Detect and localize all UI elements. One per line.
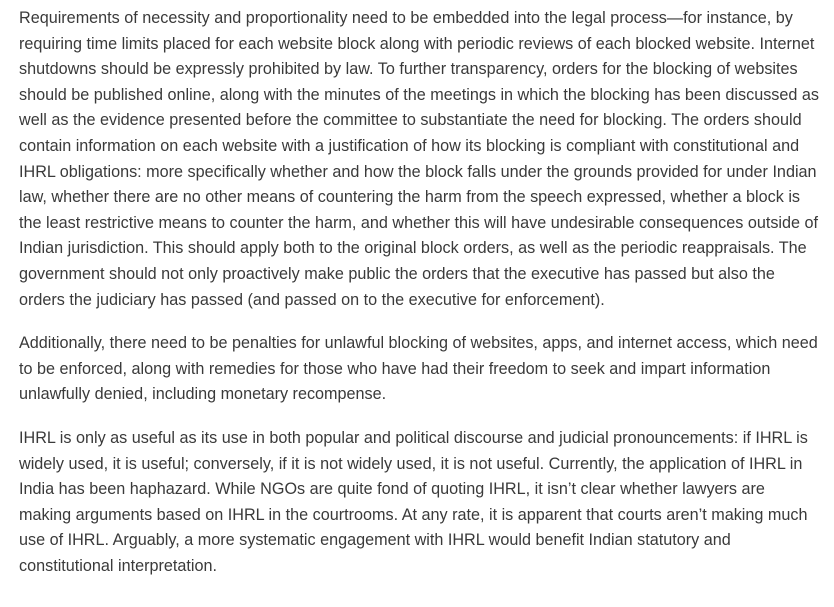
paragraph-ihrl-usefulness: IHRL is only as useful as its use in both popular and political discourse and judicial pronouncements: if IHRL is widely used, it is useful; conversely, if it is not widely used, it is not useful. Currently, the application of IHRL in India has been haphazard. While NGOs are quite fond of quoting IHRL, it isn’t clear whether lawyers are making arguments based on IHRL in the courtrooms. At any rate, it is apparent that courts aren’t making much use of IHRL. Arguably, a more systematic engagement with IHRL would benefit Indian statutory and constitutional interpretation. — [19, 428, 808, 575]
article-body — [19, 6, 819, 579]
paragraph-penalties: Additionally, there need to be penalties for unlawful blocking of websites, apps, and internet access, which need to be enforced, along with remedies for those who have had their freedom to seek and impart information unlawfully denied, including monetary recompense. — [19, 334, 818, 404]
paragraph-necessity-proportionality: Requirements of necessity and proportionality need to be embedded into the legal process—for instance, by requiring time limits placed for each website block along with periodic reviews of each blocked website. Internet shutdowns should be expressly prohibited by law. To further transparency, orders for the blocking of websites should be published online, along with the minutes of the meetings in which the blocking has been discussed as well as the evidence presented before the committee to substantiate the need for blocking. The orders should contain information on each website with a justification of how its blocking is compliant with constitutional and IHRL obligations: more specifically whether and how the block falls under the grounds provided for under Indian law, whether there are no other means of countering the harm from the speech expressed, whether a block is the least restrictive means to counter the harm, and whether this will have undesirable consequences outside of Indian jurisdiction. This should apply both to the original block orders, as well as the periodic reappraisals. The government should not only proactively make public the orders that the executive has passed but also the orders the judiciary has passed (and passed on to the executive for enforcement). — [19, 9, 819, 309]
